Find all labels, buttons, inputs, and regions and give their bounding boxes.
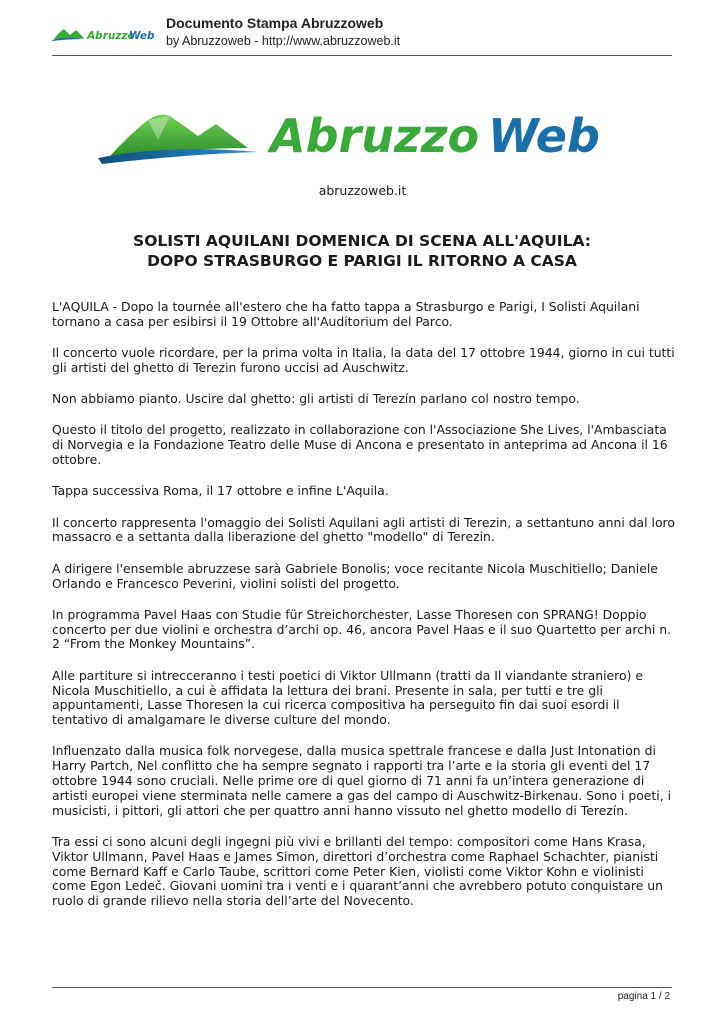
header-subtitle: by Abruzzoweb - http://www.abruzzoweb.it (166, 34, 401, 48)
article-paragraph: In programma Pavel Haas con Studie für Streichorchester, Lasse Thoresen con SPRANG! Doppio concerto per due violini e orchestra d’archi op. 46, ancora Pavel Haas e il suo Quartetto per archi n. 2 “From the Monkey Mountains”. (52, 606, 672, 652)
abruzzoweb-small-logo (52, 23, 155, 45)
abruzzoweb-logo (98, 106, 608, 170)
article-paragraph: Tra essi ci sono alcuni degli ingegni più vivi e brillanti del tempo: compositori come Hans Krasa, Viktor Ullmann, Pavel Haas e James Simon, direttori d’orchestra come Raphael Schachter, pianisti come Bernard Kaff e Carlo Taube, scrittori come Peter Kien, violisti come Viktor Kohn e violinisti come Egon Ledeč. Giovani uomini tra i venti e i quarant’anni che avrebbero potuto conquistare un ruolo di grande rilievo nella storia dell’arte del Novecento. (52, 833, 663, 909)
header-title: Documento Stampa Abruzzoweb (166, 15, 384, 31)
site-url: abruzzoweb.it (318, 183, 407, 198)
page-number: pagina 1 / 2 (617, 991, 670, 1002)
document-header (52, 14, 672, 56)
article-paragraph: Non abbiamo pianto. Uscire dal ghetto: gli artisti di Terezín parlano col nostro tempo. (52, 391, 580, 407)
svg-text:Web: Web (488, 109, 600, 163)
svg-text:Abruzzo: Abruzzo (87, 30, 135, 42)
header-divider (52, 55, 672, 56)
article-title (52, 231, 672, 271)
article-body (52, 300, 676, 925)
article-paragraph: Questo il titolo del progetto, realizzato in collaborazione con l'Associazione She Lives, l'Ambasciata di Norvegia e la Fondazione Teatro delle Muse di Ancona e presentato in anteprima ad Ancona il 16 ottobre. (52, 422, 668, 468)
article-paragraph: Influenzato dalla musica folk norvegese, dalla musica spettrale francese e dalla Just Intonation di Harry Partch, Nel conflitto che ha sempre segnato i rapporti tra l’arte e la storia gli eventi del 17 ottobre 1944 sono cruciali. Nelle prime ore di quel giorno di 71 anni fa un’intera generazione di artisti europei viene sterminata nelle camere a gas del campo di Auschwitz-Birkenau. Sono i poeti, i musicisti, i pittori, gli attori che per quattro anni hanno vissuto nel ghetto modello di Terezín. (52, 743, 672, 818)
article-paragraph: Il concerto vuole ricordare, per la prima volta in Italia, la data del 17 ottobre 1944, giorno in cui tutti gli artisti del ghetto di Terezin furono uccisi ad Auschwitz. (52, 345, 675, 375)
footer-divider (52, 987, 672, 988)
svg-text:Abruzzo: Abruzzo (270, 109, 480, 163)
article-paragraph: Il concerto rappresenta l'omaggio dei Solisti Aquilani agli artisti di Terezin, a settantuno anni dal loro massacro e a settanta dalla liberazione del ghetto "modello" di Terezin. (52, 514, 675, 545)
article-title-line-2: DOPO STRASBURGO E PARIGI IL RITORNO A CASA (147, 252, 577, 270)
article-paragraph: L'AQUILA - Dopo la tournée all'estero che ha fatto tappa a Strasburgo e Parigi, I Solisti Aquilani tornano a casa per esibirsi il 19 Ottobre all'Auditorium del Parco. (52, 299, 640, 329)
article-paragraph: Tappa successiva Roma, il 17 ottobre e infine L'Aquila. (52, 483, 389, 499)
article-paragraph: A dirigere l'ensemble abruzzese sarà Gabriele Bonolis; voce recitante Nicola Muschitiello; Daniele Orlando e Francesco Peverini, violini solisti del progetto. (52, 560, 658, 591)
svg-text:Web: Web (129, 30, 155, 42)
article-paragraph: Alle partiture si intrecceranno i testi poetici di Viktor Ullmann (tratti da Il viandante straniero) e Nicola Muschitiello, a cui è affidata la lettura dei brani. Presente in sala, per tutti e tre gli appuntamenti, Lasse Thoresen la cui ricerca compositiva ha perseguito fin dai suoi esordi il tentativo di amalgamare le diverse culture del mondo. (52, 667, 643, 728)
article-title-line-1: SOLISTI AQUILANI DOMENICA DI SCENA ALL'AQUILA: (133, 232, 591, 250)
